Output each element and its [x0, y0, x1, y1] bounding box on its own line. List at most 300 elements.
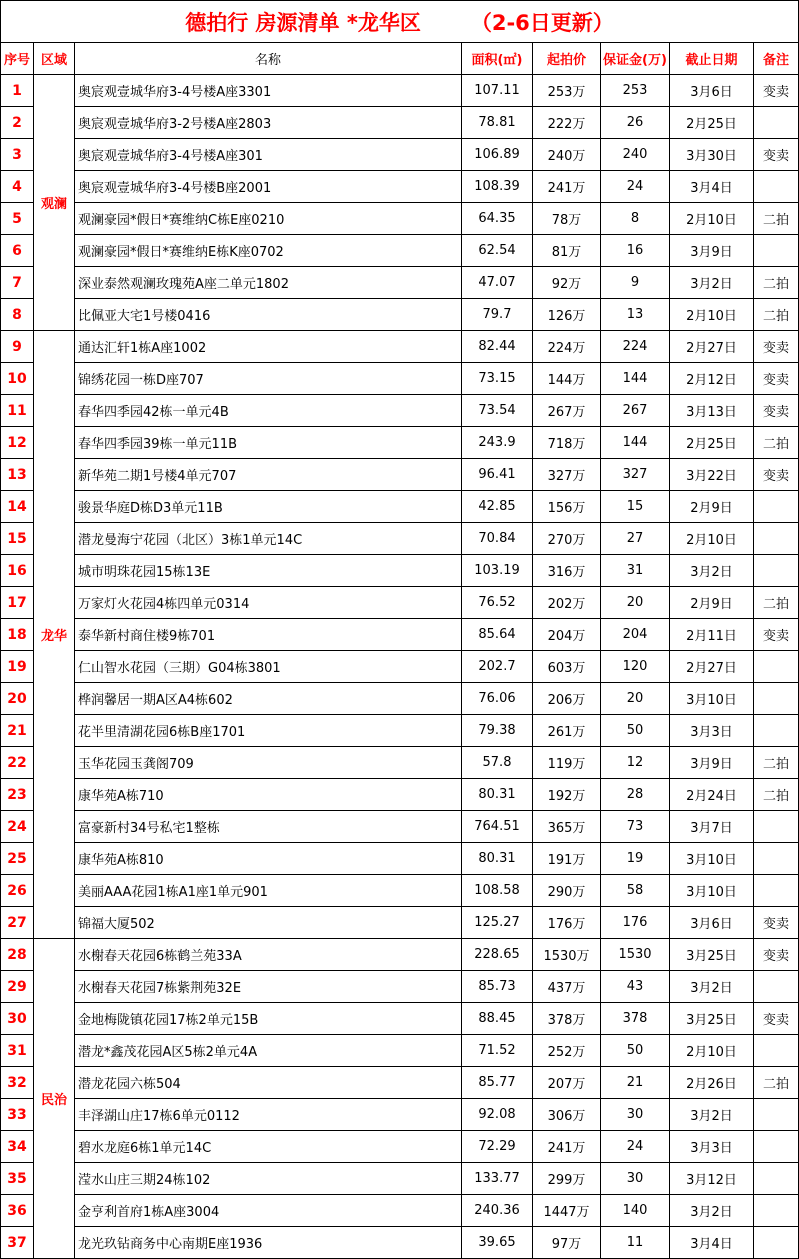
area-cell: 民治 — [34, 939, 75, 1259]
table-row — [1, 811, 799, 843]
table-row — [1, 875, 799, 907]
deadline: 3月9日 — [670, 747, 754, 779]
deadline: 3月10日 — [670, 683, 754, 715]
header-area: 区域 — [34, 43, 75, 75]
table-row — [1, 491, 799, 523]
property-size: 103.19 — [462, 555, 533, 587]
note: 二拍 — [754, 1067, 799, 1099]
row-number: 2 — [1, 107, 34, 139]
starting-price: 119万 — [533, 747, 601, 779]
property-name: 潜龙曼海宁花园（北区）3栋1单元14C — [75, 523, 462, 555]
title-update: （2-6日更新） — [470, 10, 614, 35]
deposit: 50 — [601, 715, 670, 747]
starting-price: 176万 — [533, 907, 601, 939]
row-number: 19 — [1, 651, 34, 683]
property-size: 82.44 — [462, 331, 533, 363]
table-row — [1, 715, 799, 747]
table-row — [1, 427, 799, 459]
property-size: 764.51 — [462, 811, 533, 843]
note — [754, 1227, 799, 1259]
property-size: 133.77 — [462, 1163, 533, 1195]
note: 二拍 — [754, 779, 799, 811]
property-size: 85.64 — [462, 619, 533, 651]
property-name: 水榭春天花园6栋鹤兰苑33A — [75, 939, 462, 971]
property-name: 金亨利首府1栋A座3004 — [75, 1195, 462, 1227]
property-size: 76.52 — [462, 587, 533, 619]
table-row — [1, 1067, 799, 1099]
header-name: 名称 — [75, 43, 462, 75]
row-number: 7 — [1, 267, 34, 299]
deadline: 2月9日 — [670, 587, 754, 619]
deposit: 43 — [601, 971, 670, 1003]
property-size: 240.36 — [462, 1195, 533, 1227]
table-row — [1, 779, 799, 811]
property-size: 79.38 — [462, 715, 533, 747]
note — [754, 1131, 799, 1163]
deadline: 3月12日 — [670, 1163, 754, 1195]
starting-price: 144万 — [533, 363, 601, 395]
note: 变卖 — [754, 907, 799, 939]
starting-price: 378万 — [533, 1003, 601, 1035]
property-name: 水榭春天花园7栋紫荆苑32E — [75, 971, 462, 1003]
deadline: 3月13日 — [670, 395, 754, 427]
property-size: 202.7 — [462, 651, 533, 683]
starting-price: 316万 — [533, 555, 601, 587]
row-number: 22 — [1, 747, 34, 779]
deposit: 224 — [601, 331, 670, 363]
note: 二拍 — [754, 587, 799, 619]
property-size: 78.81 — [462, 107, 533, 139]
deposit: 20 — [601, 683, 670, 715]
deposit: 27 — [601, 523, 670, 555]
row-number: 24 — [1, 811, 34, 843]
deposit: 204 — [601, 619, 670, 651]
row-number: 6 — [1, 235, 34, 267]
deposit: 31 — [601, 555, 670, 587]
sheet-title — [1, 1, 799, 43]
property-size: 107.11 — [462, 75, 533, 107]
deadline: 3月6日 — [670, 75, 754, 107]
table-row — [1, 363, 799, 395]
note: 变卖 — [754, 459, 799, 491]
table-row — [1, 555, 799, 587]
note — [754, 107, 799, 139]
note — [754, 555, 799, 587]
property-name: 奥宸观壹城华府3-4号楼A座3301 — [75, 75, 462, 107]
table-row — [1, 139, 799, 171]
property-size: 85.73 — [462, 971, 533, 1003]
property-name: 碧水龙庭6栋1单元14C — [75, 1131, 462, 1163]
note — [754, 715, 799, 747]
table-row — [1, 459, 799, 491]
starting-price: 437万 — [533, 971, 601, 1003]
note — [754, 843, 799, 875]
property-size: 57.8 — [462, 747, 533, 779]
property-name: 美丽AAA花园1栋A1座1单元901 — [75, 875, 462, 907]
deadline: 3月7日 — [670, 811, 754, 843]
starting-price: 206万 — [533, 683, 601, 715]
row-number: 14 — [1, 491, 34, 523]
row-number: 12 — [1, 427, 34, 459]
row-number: 37 — [1, 1227, 34, 1259]
note: 变卖 — [754, 139, 799, 171]
row-number: 31 — [1, 1035, 34, 1067]
deadline: 3月3日 — [670, 715, 754, 747]
table-row — [1, 971, 799, 1003]
deposit: 327 — [601, 459, 670, 491]
row-number: 20 — [1, 683, 34, 715]
property-name: 骏景华庭D栋D3单元11B — [75, 491, 462, 523]
property-name: 奥宸观壹城华府3-4号楼A座301 — [75, 139, 462, 171]
property-size: 243.9 — [462, 427, 533, 459]
deposit: 24 — [601, 1131, 670, 1163]
table-row — [1, 1035, 799, 1067]
property-size: 108.58 — [462, 875, 533, 907]
deposit: 20 — [601, 587, 670, 619]
header-no: 序号 — [1, 43, 34, 75]
deposit: 378 — [601, 1003, 670, 1035]
deadline: 2月25日 — [670, 427, 754, 459]
table-row — [1, 267, 799, 299]
note — [754, 1195, 799, 1227]
area-cell: 龙华 — [34, 331, 75, 939]
row-number: 34 — [1, 1131, 34, 1163]
note — [754, 171, 799, 203]
header-deadline: 截止日期 — [670, 43, 754, 75]
deposit: 19 — [601, 843, 670, 875]
starting-price: 718万 — [533, 427, 601, 459]
deposit: 15 — [601, 491, 670, 523]
note: 二拍 — [754, 747, 799, 779]
deposit: 24 — [601, 171, 670, 203]
deposit: 26 — [601, 107, 670, 139]
property-size: 76.06 — [462, 683, 533, 715]
starting-price: 603万 — [533, 651, 601, 683]
deposit: 16 — [601, 235, 670, 267]
table-row — [1, 907, 799, 939]
starting-price: 1530万 — [533, 939, 601, 971]
deadline: 3月3日 — [670, 1131, 754, 1163]
starting-price: 365万 — [533, 811, 601, 843]
note — [754, 1035, 799, 1067]
row-number: 10 — [1, 363, 34, 395]
deadline: 3月10日 — [670, 843, 754, 875]
table-row — [1, 1003, 799, 1035]
property-name: 仁山智水花园（三期）G04栋3801 — [75, 651, 462, 683]
note: 变卖 — [754, 1003, 799, 1035]
row-number: 15 — [1, 523, 34, 555]
property-size: 73.15 — [462, 363, 533, 395]
table-row — [1, 107, 799, 139]
starting-price: 241万 — [533, 171, 601, 203]
row-number: 17 — [1, 587, 34, 619]
deposit: 9 — [601, 267, 670, 299]
table-row — [1, 587, 799, 619]
property-name: 桦润馨居一期A区A4栋602 — [75, 683, 462, 715]
note: 二拍 — [754, 299, 799, 331]
starting-price: 224万 — [533, 331, 601, 363]
deposit: 144 — [601, 363, 670, 395]
property-size: 72.29 — [462, 1131, 533, 1163]
deadline: 2月10日 — [670, 299, 754, 331]
note — [754, 811, 799, 843]
row-number: 26 — [1, 875, 34, 907]
table-row — [1, 235, 799, 267]
deposit: 21 — [601, 1067, 670, 1099]
property-size: 79.7 — [462, 299, 533, 331]
starting-price: 126万 — [533, 299, 601, 331]
note — [754, 491, 799, 523]
deposit: 30 — [601, 1099, 670, 1131]
property-name: 通达汇轩1栋A座1002 — [75, 331, 462, 363]
note: 变卖 — [754, 939, 799, 971]
deposit: 73 — [601, 811, 670, 843]
row-number: 30 — [1, 1003, 34, 1035]
property-size: 92.08 — [462, 1099, 533, 1131]
property-name: 康华苑A栋810 — [75, 843, 462, 875]
property-size: 70.84 — [462, 523, 533, 555]
row-number: 28 — [1, 939, 34, 971]
note: 变卖 — [754, 363, 799, 395]
starting-price: 241万 — [533, 1131, 601, 1163]
table-row — [1, 651, 799, 683]
note: 二拍 — [754, 267, 799, 299]
deadline: 3月10日 — [670, 875, 754, 907]
note — [754, 1163, 799, 1195]
note — [754, 683, 799, 715]
starting-price: 261万 — [533, 715, 601, 747]
row-number: 27 — [1, 907, 34, 939]
property-size: 71.52 — [462, 1035, 533, 1067]
property-name: 锦福大厦502 — [75, 907, 462, 939]
starting-price: 92万 — [533, 267, 601, 299]
deposit: 253 — [601, 75, 670, 107]
starting-price: 78万 — [533, 203, 601, 235]
deadline: 2月27日 — [670, 651, 754, 683]
note: 变卖 — [754, 331, 799, 363]
header-price: 起拍价 — [533, 43, 601, 75]
deposit: 267 — [601, 395, 670, 427]
property-name: 新华苑二期1号楼4单元707 — [75, 459, 462, 491]
row-number: 32 — [1, 1067, 34, 1099]
deadline: 3月4日 — [670, 1227, 754, 1259]
row-number: 35 — [1, 1163, 34, 1195]
header-row — [1, 43, 799, 75]
property-size: 228.65 — [462, 939, 533, 971]
row-number: 36 — [1, 1195, 34, 1227]
property-size: 108.39 — [462, 171, 533, 203]
starting-price: 81万 — [533, 235, 601, 267]
table-row — [1, 203, 799, 235]
property-size: 85.77 — [462, 1067, 533, 1099]
property-name: 丰泽湖山庄17栋6单元0112 — [75, 1099, 462, 1131]
property-size: 64.35 — [462, 203, 533, 235]
starting-price: 327万 — [533, 459, 601, 491]
starting-price: 192万 — [533, 779, 601, 811]
deadline: 3月30日 — [670, 139, 754, 171]
starting-price: 204万 — [533, 619, 601, 651]
deposit: 13 — [601, 299, 670, 331]
row-number: 23 — [1, 779, 34, 811]
row-number: 11 — [1, 395, 34, 427]
property-name: 滢水山庄三期24栋102 — [75, 1163, 462, 1195]
note — [754, 235, 799, 267]
table-row — [1, 171, 799, 203]
starting-price: 207万 — [533, 1067, 601, 1099]
row-number: 18 — [1, 619, 34, 651]
property-name: 比佩亚大宅1号楼0416 — [75, 299, 462, 331]
property-size: 42.85 — [462, 491, 533, 523]
deadline: 2月10日 — [670, 203, 754, 235]
starting-price: 97万 — [533, 1227, 601, 1259]
table-row — [1, 395, 799, 427]
table-row — [1, 299, 799, 331]
deposit: 11 — [601, 1227, 670, 1259]
row-number: 9 — [1, 331, 34, 363]
starting-price: 156万 — [533, 491, 601, 523]
deposit: 8 — [601, 203, 670, 235]
deadline: 3月25日 — [670, 939, 754, 971]
deadline: 3月2日 — [670, 267, 754, 299]
row-number: 8 — [1, 299, 34, 331]
note — [754, 875, 799, 907]
row-number: 29 — [1, 971, 34, 1003]
deadline: 3月4日 — [670, 171, 754, 203]
property-size: 47.07 — [462, 267, 533, 299]
area-cell: 观澜 — [34, 75, 75, 331]
deposit: 50 — [601, 1035, 670, 1067]
deadline: 3月2日 — [670, 555, 754, 587]
header-note: 备注 — [754, 43, 799, 75]
header-deposit: 保证金(万) — [601, 43, 670, 75]
note: 变卖 — [754, 619, 799, 651]
property-name: 潜龙*鑫茂花园A区5栋2单元4A — [75, 1035, 462, 1067]
table-row — [1, 75, 799, 107]
starting-price: 252万 — [533, 1035, 601, 1067]
table-row — [1, 1227, 799, 1259]
deposit: 176 — [601, 907, 670, 939]
deadline: 2月10日 — [670, 1035, 754, 1067]
property-size: 88.45 — [462, 1003, 533, 1035]
property-name: 金地梅陇镇花园17栋2单元15B — [75, 1003, 462, 1035]
deadline: 2月11日 — [670, 619, 754, 651]
deadline: 3月2日 — [670, 1195, 754, 1227]
property-name: 春华四季园39栋一单元11B — [75, 427, 462, 459]
table-row — [1, 523, 799, 555]
deadline: 3月2日 — [670, 971, 754, 1003]
row-number: 25 — [1, 843, 34, 875]
property-name: 锦绣花园一栋D座707 — [75, 363, 462, 395]
deposit: 120 — [601, 651, 670, 683]
deadline: 3月25日 — [670, 1003, 754, 1035]
property-name: 奥宸观壹城华府3-2号楼A座2803 — [75, 107, 462, 139]
deadline: 2月24日 — [670, 779, 754, 811]
row-number: 33 — [1, 1099, 34, 1131]
deadline: 2月9日 — [670, 491, 754, 523]
table-row — [1, 683, 799, 715]
starting-price: 202万 — [533, 587, 601, 619]
deadline: 3月22日 — [670, 459, 754, 491]
deadline: 2月12日 — [670, 363, 754, 395]
table-row — [1, 1099, 799, 1131]
property-name: 春华四季园42栋一单元4B — [75, 395, 462, 427]
title-row — [1, 1, 799, 43]
row-number: 21 — [1, 715, 34, 747]
note: 二拍 — [754, 203, 799, 235]
property-size: 62.54 — [462, 235, 533, 267]
table-row — [1, 331, 799, 363]
property-name: 康华苑A栋710 — [75, 779, 462, 811]
starting-price: 222万 — [533, 107, 601, 139]
starting-price: 253万 — [533, 75, 601, 107]
table-row — [1, 1195, 799, 1227]
table-row — [1, 843, 799, 875]
note: 变卖 — [754, 75, 799, 107]
property-name: 富豪新村34号私宅1整栋 — [75, 811, 462, 843]
starting-price: 299万 — [533, 1163, 601, 1195]
table-row — [1, 1131, 799, 1163]
note: 变卖 — [754, 395, 799, 427]
row-number: 13 — [1, 459, 34, 491]
property-name: 花半里清湖花园6栋B座1701 — [75, 715, 462, 747]
property-name: 城市明珠花园15栋13E — [75, 555, 462, 587]
deposit: 1530 — [601, 939, 670, 971]
property-size: 39.65 — [462, 1227, 533, 1259]
note — [754, 1099, 799, 1131]
deposit: 140 — [601, 1195, 670, 1227]
property-name: 观澜豪园*假日*赛维纳E栋K座0702 — [75, 235, 462, 267]
table-row — [1, 619, 799, 651]
deadline: 3月9日 — [670, 235, 754, 267]
starting-price: 290万 — [533, 875, 601, 907]
deposit: 144 — [601, 427, 670, 459]
deadline: 3月6日 — [670, 907, 754, 939]
row-number: 4 — [1, 171, 34, 203]
deposit: 240 — [601, 139, 670, 171]
deposit: 28 — [601, 779, 670, 811]
header-size: 面积(㎡) — [462, 43, 533, 75]
property-size: 96.41 — [462, 459, 533, 491]
starting-price: 191万 — [533, 843, 601, 875]
note — [754, 651, 799, 683]
starting-price: 306万 — [533, 1099, 601, 1131]
property-name: 奥宸观壹城华府3-4号楼B座2001 — [75, 171, 462, 203]
property-size: 80.31 — [462, 843, 533, 875]
deadline: 3月2日 — [670, 1099, 754, 1131]
table-row — [1, 1163, 799, 1195]
property-name: 观澜豪园*假日*赛维纳C栋E座0210 — [75, 203, 462, 235]
deadline: 2月26日 — [670, 1067, 754, 1099]
table-row — [1, 747, 799, 779]
property-size: 106.89 — [462, 139, 533, 171]
deposit: 58 — [601, 875, 670, 907]
deadline: 2月25日 — [670, 107, 754, 139]
deposit: 30 — [601, 1163, 670, 1195]
property-name: 潜龙花园六栋504 — [75, 1067, 462, 1099]
property-name: 泰华新村商住楼9栋701 — [75, 619, 462, 651]
starting-price: 240万 — [533, 139, 601, 171]
property-name: 龙光玖钻商务中心南期E座1936 — [75, 1227, 462, 1259]
deadline: 2月10日 — [670, 523, 754, 555]
deposit: 12 — [601, 747, 670, 779]
note — [754, 523, 799, 555]
starting-price: 267万 — [533, 395, 601, 427]
note — [754, 971, 799, 1003]
property-size: 125.27 — [462, 907, 533, 939]
row-number: 5 — [1, 203, 34, 235]
note: 二拍 — [754, 427, 799, 459]
row-number: 3 — [1, 139, 34, 171]
